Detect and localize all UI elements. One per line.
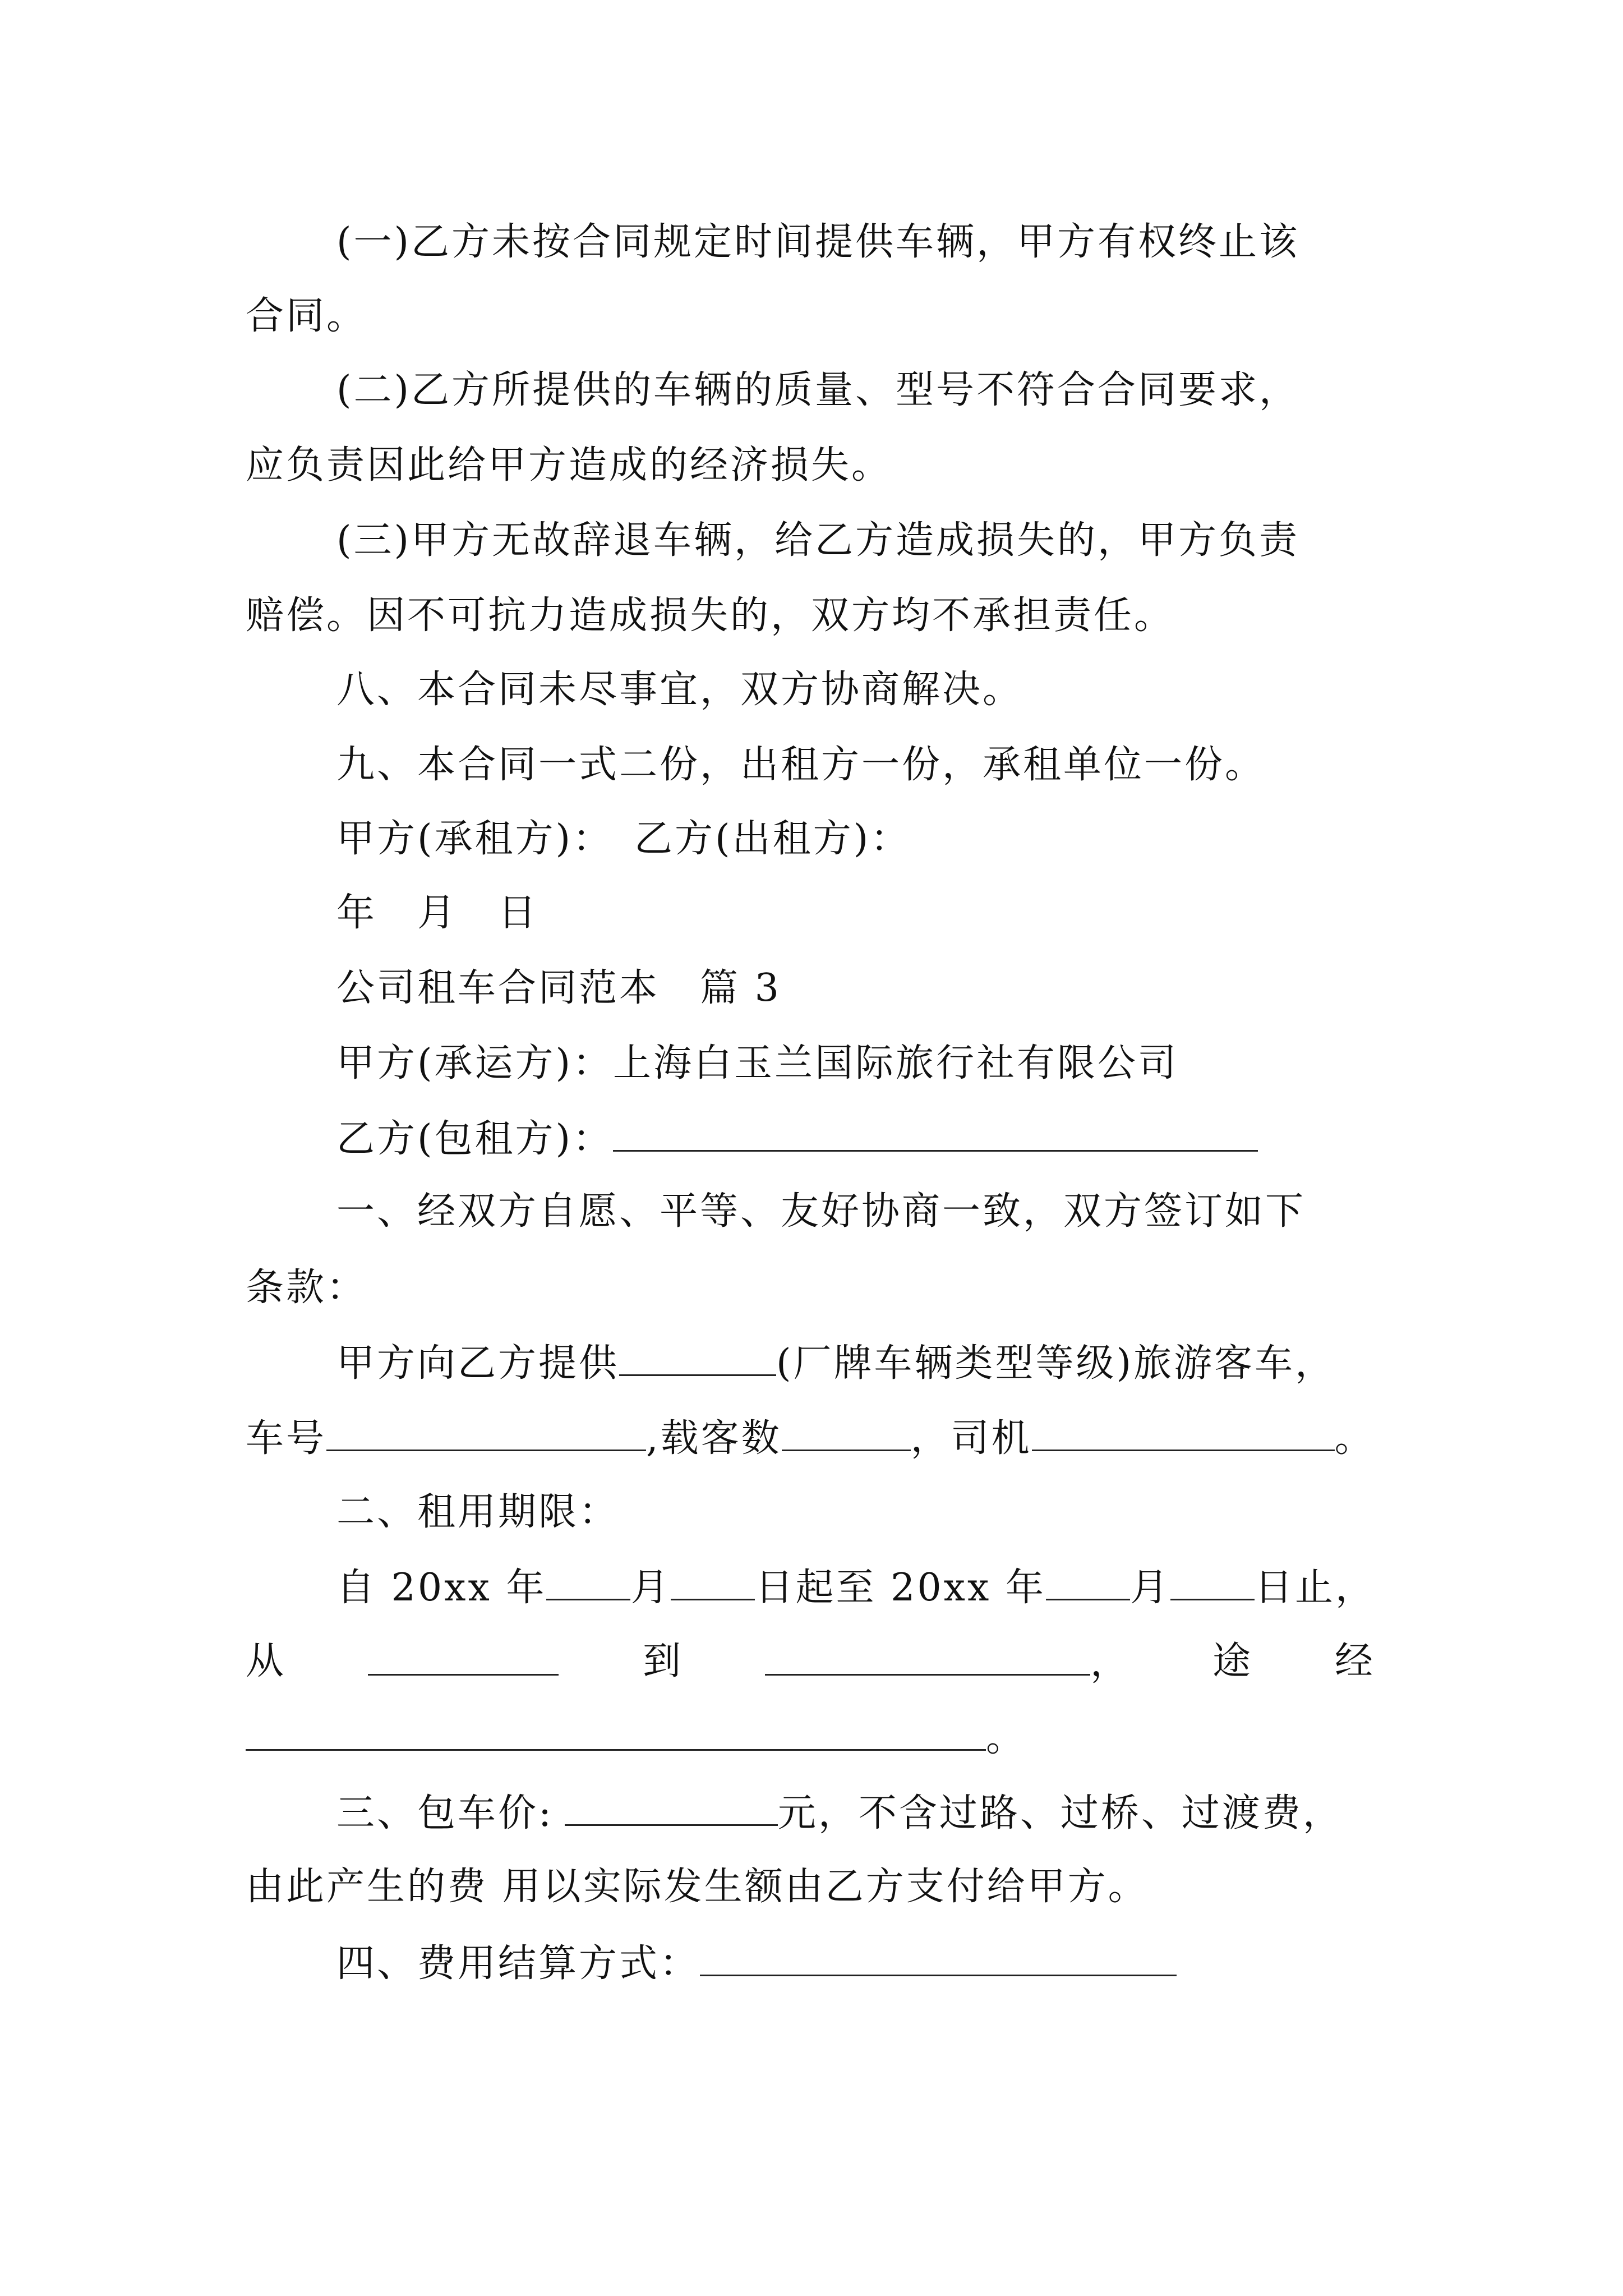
charter-price-blank (565, 1793, 778, 1826)
paragraph-line: (一)乙方未按合同规定时间提供车辆，甲方有权终止该 (336, 220, 1300, 264)
paragraph-line: (二)乙方所提供的车辆的质量、型号不符合合同要求， (336, 368, 1300, 412)
route-via-blank (246, 1718, 986, 1751)
route-via-label-2: 经 (1334, 1639, 1373, 1683)
provide-line (336, 1341, 1336, 1386)
start-day-blank (671, 1567, 755, 1600)
route-line (246, 1639, 1373, 1685)
start-month-blank (546, 1567, 630, 1600)
end-month-blank (1046, 1567, 1130, 1600)
clause-three (336, 1793, 1343, 1833)
date-line: 年 月 日 (336, 891, 539, 935)
paragraph-line: 合同。 (246, 294, 367, 338)
paragraph-line: (三)甲方无故辞退车辆，给乙方造成损失的，甲方负责 (336, 518, 1300, 563)
route-to-blank (765, 1642, 1090, 1676)
period-month-label: 月 (630, 1566, 671, 1610)
party-b (336, 1117, 1258, 1161)
vehicle-grade-blank (619, 1343, 776, 1376)
route-from-blank (368, 1642, 559, 1676)
paragraph-line: 条款： (246, 1266, 367, 1310)
settlement-label: 四、费用结算方式： (336, 1941, 700, 1986)
route-to-label: 到 (642, 1639, 681, 1683)
paragraph-line: 赔偿。因不可抗力造成损失的，双方均不承担责任。 (246, 593, 1175, 638)
route-from-label: 从 (246, 1639, 284, 1683)
party-a: 甲方(承运方)：上海白玉兰国际旅行社有限公司 (336, 1041, 1179, 1085)
charter-price-label: 三、包车价: (336, 1791, 554, 1835)
clause-two-title: 二、租用期限： (336, 1490, 620, 1534)
clause-eight: 八、本合同未尽事宜，双方协商解决。 (336, 668, 1023, 712)
period-month-label-2: 月 (1129, 1566, 1170, 1610)
section-title: 公司租车合同范本 篇 3 (336, 966, 781, 1010)
plate-end: 。 (1334, 1416, 1375, 1461)
plate-label: 车号 (246, 1416, 327, 1461)
driver-blank (1032, 1418, 1335, 1451)
period-end: 日止， (1254, 1566, 1376, 1610)
party-b-blank (613, 1119, 1258, 1152)
period-start-year: 自 20xx 年 (336, 1566, 547, 1610)
provide-text-2: (厂牌车辆类型等级)旅游客车， (776, 1341, 1336, 1386)
clause-nine: 九、本合同一式二份，出租方一份，承租单位一份。 (336, 743, 1266, 787)
route-via-line (246, 1716, 1027, 1760)
party-b-label: 乙方(包租方)： (336, 1117, 614, 1161)
provide-text: 甲方向乙方提供 (336, 1341, 620, 1386)
clause-four (336, 1941, 1177, 1986)
period-end-year: 日起至 20xx 年 (755, 1566, 1046, 1610)
paragraph-line: 由此产生的费 用以实际发生额由乙方支付给甲方。 (246, 1865, 1149, 1909)
route-comma: ， (1090, 1641, 1128, 1685)
driver-label: ，司机 (910, 1416, 1032, 1461)
route-via-label-1: 途 (1212, 1639, 1251, 1683)
paragraph-line: 一、经双方自愿、平等、友好协商一致，双方签订如下 (336, 1189, 1306, 1234)
paragraph-line: 应负责因此给甲方造成的经济损失。 (246, 443, 892, 487)
capacity-blank (782, 1418, 911, 1451)
end-day-blank (1170, 1567, 1255, 1600)
route-end: 。 (986, 1716, 1027, 1760)
plate-blank (326, 1418, 646, 1451)
plate-line (246, 1416, 1375, 1461)
signature-line: 甲方(承租方)： 乙方(出租方)： (336, 817, 911, 861)
settlement-blank (700, 1943, 1177, 1976)
charter-price-text: 元，不含过路、过桥、过渡费， (777, 1791, 1343, 1835)
period-line (336, 1566, 1376, 1610)
capacity-label: ,载客数 (646, 1416, 782, 1461)
